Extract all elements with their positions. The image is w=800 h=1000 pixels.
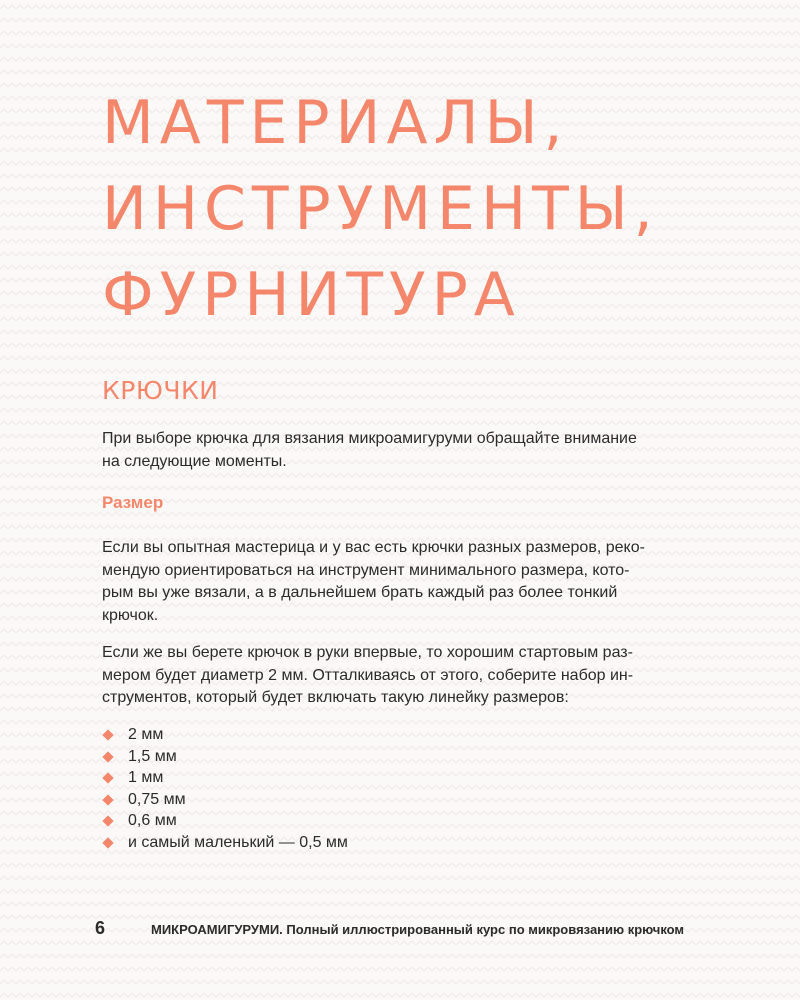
page-footer bbox=[95, 916, 684, 940]
text-line: При выборе крючка для вязания микроамигуруми обращайте внимание bbox=[102, 430, 637, 447]
page-number: 6 bbox=[95, 918, 106, 938]
text-line: на следующие моменты. bbox=[102, 452, 287, 470]
paragraph-experienced bbox=[102, 537, 742, 627]
text-line: мендую ориентироваться на инструмент минимального размера, кото- bbox=[102, 561, 630, 579]
chapter-title-line: МАТЕРИАЛЫ, bbox=[102, 88, 569, 158]
text-line: рым вы уже вязали, а в дальнейшем брать каждый раз более тонкий bbox=[102, 584, 618, 601]
subheading-size: Размер bbox=[102, 493, 164, 512]
list-item bbox=[102, 724, 348, 746]
list-item bbox=[102, 767, 348, 789]
diamond-bullet-icon bbox=[102, 729, 113, 740]
text-line: Если же вы берете крючок в руки впервые, то хорошим стартовым раз- bbox=[102, 644, 633, 661]
intro-paragraph bbox=[102, 428, 742, 473]
list-item-text: 1 мм bbox=[128, 769, 164, 786]
text-line: мером будет диаметр 2 мм. Отталкиваясь от этого, соберите набор ин- bbox=[102, 666, 634, 684]
diamond-bullet-icon bbox=[102, 837, 113, 848]
book-title: МИКРОАМИГУРУМИ. bbox=[151, 922, 283, 937]
hook-size-list bbox=[102, 724, 348, 853]
paragraph-beginner bbox=[102, 642, 742, 710]
list-item bbox=[102, 832, 348, 854]
list-item bbox=[102, 810, 348, 832]
chapter-title bbox=[102, 80, 659, 338]
diamond-bullet-icon bbox=[102, 794, 113, 805]
list-item bbox=[102, 746, 348, 768]
section-title: КРЮЧКИ bbox=[102, 376, 219, 405]
list-item-text: 1,5 мм bbox=[128, 747, 177, 765]
text-line: крючок. bbox=[102, 606, 159, 624]
diamond-bullet-icon bbox=[102, 772, 113, 783]
diamond-bullet-icon bbox=[102, 815, 113, 826]
list-item bbox=[102, 789, 348, 811]
text-line: струментов, который будет включать такую линейку размеров: bbox=[102, 689, 569, 706]
diamond-bullet-icon bbox=[102, 751, 113, 762]
list-item-text: 2 мм bbox=[128, 726, 164, 743]
chapter-title-line: ФУРНИТУРА bbox=[102, 260, 521, 330]
list-item-text: 0,6 мм bbox=[128, 812, 177, 829]
book-subtitle: Полный иллюстрированный курс по микровязанию крючком bbox=[282, 922, 685, 937]
chapter-title-line: ИНСТРУМЕНТЫ, bbox=[102, 174, 659, 244]
text-line: Если вы опытная мастерица и у вас есть крючки разных размеров, реко- bbox=[102, 539, 645, 556]
list-item-text: 0,75 мм bbox=[128, 790, 186, 808]
list-item-text: и самый маленький — 0,5 мм bbox=[128, 833, 348, 851]
